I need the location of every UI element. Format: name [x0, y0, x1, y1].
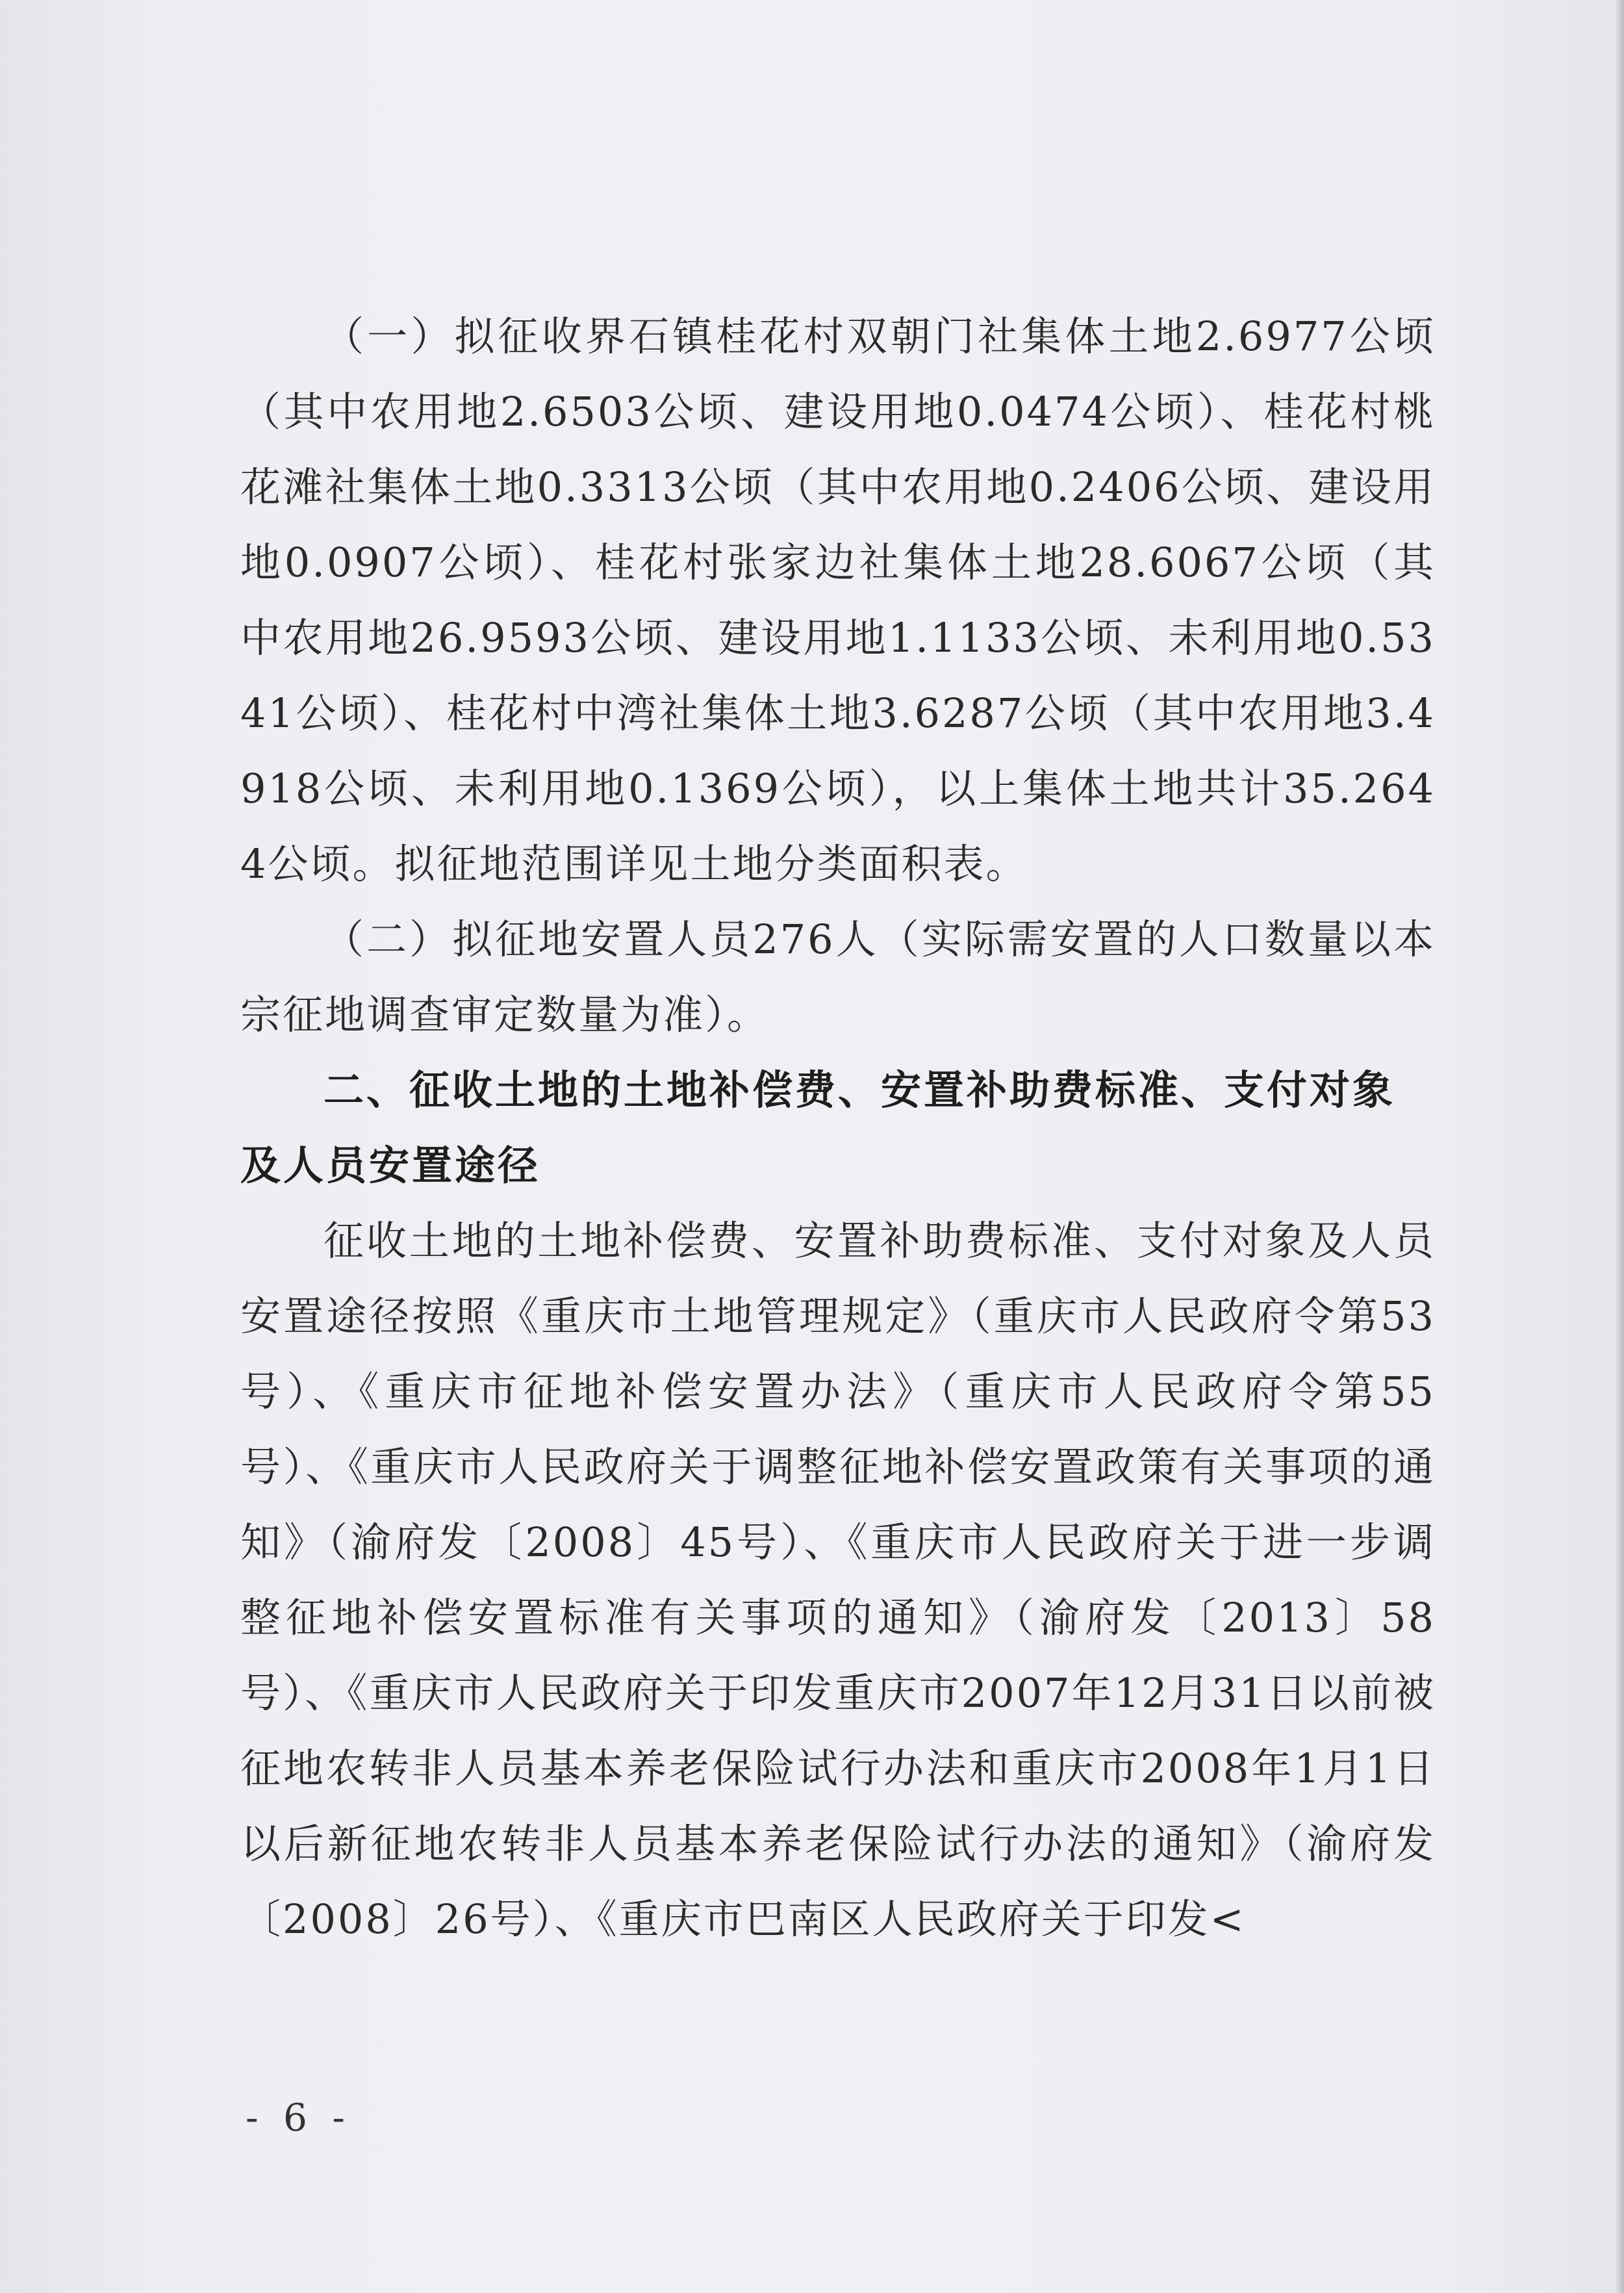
page-number: - 6 - — [246, 2095, 351, 2140]
paragraph-compensation-basis: 征收土地的土地补偿费、安置补助费标准、支付对象及人员安置途径按照《重庆市土地管理规定》（重庆市人民政府令第53号）、《重庆市征地补偿安置办法》（重庆市人民政府令第55号）、《重庆市人民政府关于调整征地补偿安置政策有关事项的通知》（渝府发〔2008〕45号）、《重庆市人民政府关于进一步调整征地补偿安置标准有关事项的通知》（渝府发〔2013〕58号）、《重庆市人民政府关于印发重庆市2007年12月31日以前被征地农转非人员基本养老保险试行办法和重庆市2008年1月1日以后新征地农转非人员基本养老保险试行办法的通知》（渝府发〔2008〕26号）、《重庆市巴南区人民政府关于印发< — [240, 1217, 1436, 1943]
document-body — [240, 299, 1436, 1957]
scan-edge — [1615, 0, 1624, 2293]
section-heading-compensation: 二、征收土地的土地补偿费、安置补助费标准、支付对象及人员安置途径 — [240, 1066, 1396, 1189]
paragraph-land-acquisition-scope: （一）拟征收界石镇桂花村双朝门社集体土地2.6977公顷（其中农用地2.6503公顷、建设用地0.0474公顷）、桂花村桃花滩社集体土地0.3313公顷（其中农用地0.2406公顷、建设用地0.0907公顷）、桂花村张家边社集体土地28.6067公顷（其中农用地26.9593公顷、建设用地1.1133公顷、未利用地0.5341公顷）、桂花村中湾社集体土地3.6287公顷（其中农用地3.4918公顷、未利用地0.1369公顷），以上集体土地共计35.2644公顷。拟征地范围详见土地分类面积表。 — [240, 313, 1436, 888]
paragraph-resettlement-count: （二）拟征地安置人员276人（实际需安置的人口数量以本宗征地调查审定数量为准）。 — [240, 916, 1436, 1038]
